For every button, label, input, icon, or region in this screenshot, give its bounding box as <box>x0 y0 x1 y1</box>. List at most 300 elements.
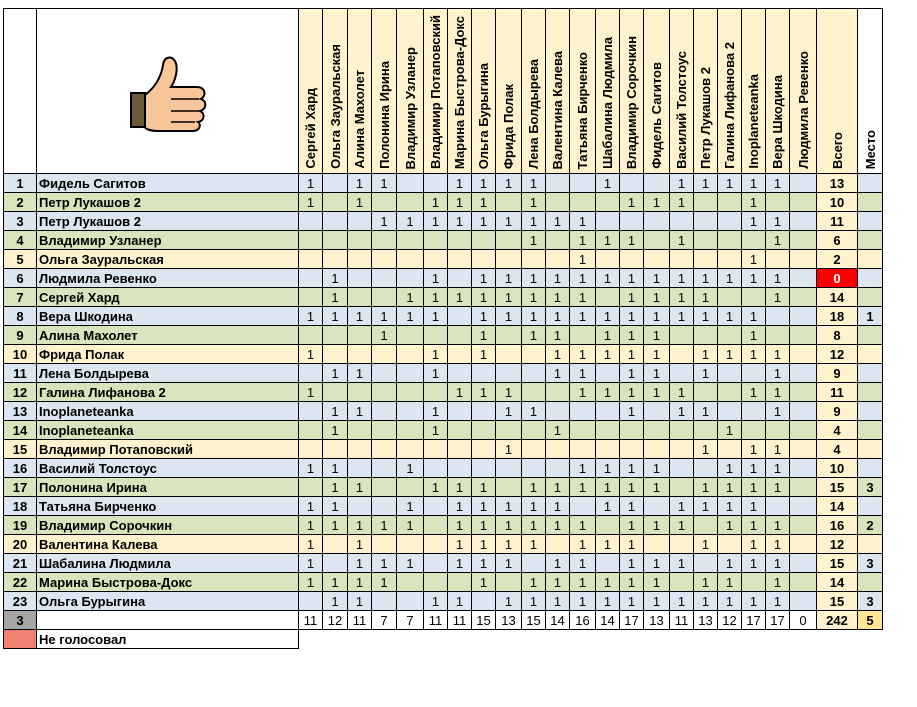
vote-cell <box>670 345 694 364</box>
row-place <box>858 535 883 554</box>
column-header-label: Василий Толстоус <box>674 51 689 170</box>
vote-cell <box>323 440 348 459</box>
vote-cell <box>546 193 570 212</box>
vote-cell: 1 <box>522 535 546 554</box>
row-total: 14 <box>817 573 858 592</box>
table-row <box>4 174 883 193</box>
vote-cell: 1 <box>718 573 742 592</box>
vote-cell: 1 <box>644 288 670 307</box>
vote-cell <box>397 269 424 288</box>
vote-cell: 1 <box>670 402 694 421</box>
vote-cell <box>718 250 742 269</box>
column-total: 15 <box>472 611 496 630</box>
vote-cell <box>323 174 348 193</box>
participant-name: Inoplaneteanka <box>37 421 299 440</box>
row-number: 22 <box>4 573 37 592</box>
column-total: 14 <box>546 611 570 630</box>
vote-cell: 1 <box>522 307 546 326</box>
row-total: 12 <box>817 535 858 554</box>
vote-cell: 1 <box>397 497 424 516</box>
vote-cell <box>348 383 372 402</box>
vote-cell <box>670 364 694 383</box>
vote-cell: 1 <box>448 174 472 193</box>
vote-cell: 1 <box>718 478 742 497</box>
vote-cell: 1 <box>644 592 670 611</box>
vote-cell: 1 <box>546 288 570 307</box>
vote-cell <box>766 421 790 440</box>
vote-cell: 1 <box>472 212 496 231</box>
vote-cell: 1 <box>644 573 670 592</box>
vote-cell <box>790 231 817 250</box>
vote-cell <box>496 193 522 212</box>
vote-cell: 1 <box>718 307 742 326</box>
vote-cell: 1 <box>694 573 718 592</box>
vote-cell: 1 <box>596 459 620 478</box>
vote-cell <box>299 421 323 440</box>
participant-name: Владимир Узланер <box>37 231 299 250</box>
vote-cell <box>670 573 694 592</box>
vote-cell: 1 <box>644 345 670 364</box>
table-row <box>4 193 883 212</box>
column-header-label: Петр Лукашов 2 <box>698 67 713 170</box>
vote-cell <box>323 554 348 573</box>
row-number: 10 <box>4 345 37 364</box>
vote-cell: 1 <box>596 231 620 250</box>
vote-cell: 1 <box>766 478 790 497</box>
vote-cell <box>522 364 546 383</box>
vote-cell: 1 <box>570 345 596 364</box>
vote-cell <box>546 440 570 459</box>
vote-cell: 1 <box>424 478 448 497</box>
vote-cell <box>397 535 424 554</box>
vote-cell <box>694 326 718 345</box>
vote-cell <box>424 231 448 250</box>
vote-cell: 1 <box>522 212 546 231</box>
column-total: 14 <box>596 611 620 630</box>
vote-cell: 1 <box>522 326 546 345</box>
vote-cell: 1 <box>299 573 323 592</box>
vote-cell: 1 <box>742 269 766 288</box>
vote-cell: 1 <box>448 497 472 516</box>
vote-cell: 1 <box>570 459 596 478</box>
vote-cell <box>546 402 570 421</box>
vote-cell <box>348 231 372 250</box>
vote-cell <box>570 440 596 459</box>
vote-cell: 1 <box>742 212 766 231</box>
vote-cell: 1 <box>620 554 644 573</box>
vote-cell: 1 <box>742 193 766 212</box>
participant-name: Ольга Зауральская <box>37 250 299 269</box>
vote-cell: 1 <box>596 478 620 497</box>
vote-cell <box>718 193 742 212</box>
vote-cell <box>372 459 397 478</box>
vote-cell: 1 <box>670 231 694 250</box>
vote-cell <box>472 250 496 269</box>
vote-cell: 1 <box>372 212 397 231</box>
vote-cell: 1 <box>620 516 644 535</box>
vote-cell <box>790 345 817 364</box>
vote-cell <box>790 383 817 402</box>
vote-cell <box>397 364 424 383</box>
vote-cell: 1 <box>766 592 790 611</box>
vote-cell: 1 <box>299 516 323 535</box>
vote-cell <box>670 212 694 231</box>
vote-cell: 1 <box>766 345 790 364</box>
row-number: 19 <box>4 516 37 535</box>
table-row <box>4 250 883 269</box>
row-number: 14 <box>4 421 37 440</box>
vote-cell: 1 <box>397 459 424 478</box>
vote-cell: 1 <box>620 307 644 326</box>
row-number: 20 <box>4 535 37 554</box>
table-row <box>4 535 883 554</box>
vote-cell <box>790 174 817 193</box>
row-total: 16 <box>817 516 858 535</box>
vote-cell: 1 <box>620 592 644 611</box>
vote-cell <box>596 288 620 307</box>
vote-cell: 1 <box>424 269 448 288</box>
vote-cell: 1 <box>546 421 570 440</box>
row-total: 14 <box>817 288 858 307</box>
vote-cell: 1 <box>596 497 620 516</box>
vote-cell: 1 <box>620 288 644 307</box>
vote-cell <box>742 231 766 250</box>
vote-cell: 1 <box>348 573 372 592</box>
vote-cell <box>424 459 448 478</box>
vote-cell <box>448 440 472 459</box>
vote-cell: 1 <box>348 592 372 611</box>
vote-cell <box>372 269 397 288</box>
vote-cell <box>694 231 718 250</box>
column-header <box>596 9 620 174</box>
vote-cell: 1 <box>472 478 496 497</box>
vote-cell <box>596 440 620 459</box>
table-row <box>4 231 883 250</box>
row-place <box>858 459 883 478</box>
row-total: 0 <box>817 269 858 288</box>
vote-cell: 1 <box>670 193 694 212</box>
vote-cell: 1 <box>546 345 570 364</box>
vote-cell <box>448 364 472 383</box>
vote-cell: 1 <box>694 535 718 554</box>
vote-cell: 1 <box>397 516 424 535</box>
vote-cell: 1 <box>596 174 620 193</box>
vote-cell <box>372 288 397 307</box>
vote-cell <box>472 459 496 478</box>
vote-cell <box>424 250 448 269</box>
column-header <box>472 9 496 174</box>
vote-cell <box>323 250 348 269</box>
vote-cell: 1 <box>348 193 372 212</box>
vote-cell: 1 <box>546 307 570 326</box>
column-header-label: Ольга Бурыгина <box>476 62 491 170</box>
row-place: 3 <box>858 592 883 611</box>
vote-cell: 1 <box>424 345 448 364</box>
vote-cell <box>790 573 817 592</box>
table-row <box>4 573 883 592</box>
vote-cell <box>323 326 348 345</box>
vote-cell <box>299 326 323 345</box>
column-header-label: Алина Махолет <box>352 70 367 170</box>
vote-cell <box>397 193 424 212</box>
vote-cell: 1 <box>694 478 718 497</box>
vote-cell <box>397 421 424 440</box>
thumbs-up-icon <box>123 49 213 133</box>
vote-cell: 1 <box>472 288 496 307</box>
vote-cell: 1 <box>742 326 766 345</box>
vote-cell: 1 <box>448 516 472 535</box>
vote-cell: 1 <box>424 212 448 231</box>
participant-name: Inoplaneteanka <box>37 402 299 421</box>
vote-cell <box>670 440 694 459</box>
vote-cell: 1 <box>570 364 596 383</box>
vote-cell <box>742 421 766 440</box>
place-header-label: Место <box>862 129 878 170</box>
vote-cell: 1 <box>620 345 644 364</box>
vote-cell <box>323 231 348 250</box>
participant-name: Лена Болдырева <box>37 364 299 383</box>
table-row <box>4 440 883 459</box>
vote-cell <box>299 364 323 383</box>
vote-cell: 1 <box>644 459 670 478</box>
vote-cell <box>348 421 372 440</box>
vote-cell <box>644 250 670 269</box>
row-place <box>858 364 883 383</box>
row-place <box>858 326 883 345</box>
vote-cell: 1 <box>372 573 397 592</box>
vote-cell: 1 <box>424 288 448 307</box>
vote-cell <box>596 212 620 231</box>
vote-cell: 1 <box>372 554 397 573</box>
vote-cell: 1 <box>766 231 790 250</box>
table-row <box>4 459 883 478</box>
row-total: 18 <box>817 307 858 326</box>
row-number: 8 <box>4 307 37 326</box>
vote-cell: 1 <box>718 459 742 478</box>
column-total: 7 <box>372 611 397 630</box>
vote-cell: 1 <box>448 383 472 402</box>
vote-cell <box>546 383 570 402</box>
vote-cell: 1 <box>742 174 766 193</box>
vote-cell: 1 <box>522 516 546 535</box>
vote-cell <box>790 326 817 345</box>
vote-cell <box>372 421 397 440</box>
table-row <box>4 326 883 345</box>
vote-cell: 1 <box>546 497 570 516</box>
vote-cell <box>496 478 522 497</box>
participant-name: Фидель Сагитов <box>37 174 299 193</box>
vote-cell: 1 <box>496 440 522 459</box>
vote-cell <box>596 421 620 440</box>
vote-cell <box>766 193 790 212</box>
row-number: 23 <box>4 592 37 611</box>
vote-cell <box>323 212 348 231</box>
vote-cell: 1 <box>742 592 766 611</box>
vote-cell: 1 <box>718 174 742 193</box>
column-header <box>323 9 348 174</box>
vote-cell <box>620 440 644 459</box>
vote-cell <box>472 231 496 250</box>
vote-cell <box>790 250 817 269</box>
row-number: 5 <box>4 250 37 269</box>
column-total: 11 <box>448 611 472 630</box>
vote-cell <box>424 554 448 573</box>
vote-cell: 1 <box>766 364 790 383</box>
vote-cell <box>790 288 817 307</box>
row-total: 6 <box>817 231 858 250</box>
vote-cell: 1 <box>670 554 694 573</box>
row-place: 2 <box>858 516 883 535</box>
vote-cell <box>670 250 694 269</box>
vote-cell: 1 <box>694 269 718 288</box>
vote-cell <box>644 421 670 440</box>
row-place: 3 <box>858 478 883 497</box>
row-number: 9 <box>4 326 37 345</box>
participant-name: Марина Быстрова-Докс <box>37 573 299 592</box>
vote-cell <box>472 402 496 421</box>
participant-name: Галина Лифанова 2 <box>37 383 299 402</box>
table-row <box>4 307 883 326</box>
vote-cell <box>323 383 348 402</box>
vote-cell: 1 <box>448 288 472 307</box>
vote-cell: 1 <box>372 516 397 535</box>
vote-cell <box>570 326 596 345</box>
vote-cell <box>424 440 448 459</box>
column-header-label: Владимир Потаповский <box>428 15 443 170</box>
vote-cell: 1 <box>348 535 372 554</box>
vote-cell <box>596 364 620 383</box>
vote-cell: 1 <box>348 516 372 535</box>
vote-cell <box>372 592 397 611</box>
logo-cell <box>37 9 299 174</box>
vote-cell <box>496 345 522 364</box>
vote-cell <box>397 345 424 364</box>
vote-cell: 1 <box>299 193 323 212</box>
vote-cell <box>372 497 397 516</box>
column-header-label: Сергей Хард <box>303 88 318 170</box>
vote-cell <box>448 402 472 421</box>
vote-cell <box>718 212 742 231</box>
vote-cell: 1 <box>496 402 522 421</box>
column-header <box>546 9 570 174</box>
vote-cell <box>348 250 372 269</box>
vote-cell: 1 <box>596 383 620 402</box>
column-total: 17 <box>620 611 644 630</box>
row-total: 13 <box>817 174 858 193</box>
row-place <box>858 345 883 364</box>
vote-cell: 1 <box>570 231 596 250</box>
vote-cell: 1 <box>620 497 644 516</box>
vote-cell: 1 <box>644 383 670 402</box>
vote-cell: 1 <box>570 554 596 573</box>
vote-cell <box>448 250 472 269</box>
vote-cell: 1 <box>299 307 323 326</box>
vote-cell <box>644 212 670 231</box>
column-total: 13 <box>694 611 718 630</box>
vote-cell <box>348 269 372 288</box>
legend-label: Не голосовал <box>37 630 299 649</box>
vote-cell: 1 <box>424 592 448 611</box>
row-total: 14 <box>817 497 858 516</box>
vote-cell: 1 <box>496 497 522 516</box>
vote-cell <box>397 402 424 421</box>
vote-cell: 1 <box>323 421 348 440</box>
vote-cell <box>620 421 644 440</box>
row-number: 18 <box>4 497 37 516</box>
vote-cell: 1 <box>348 307 372 326</box>
vote-cell <box>323 345 348 364</box>
table-row <box>4 478 883 497</box>
vote-cell <box>644 231 670 250</box>
vote-cell <box>397 478 424 497</box>
row-number: 2 <box>4 193 37 212</box>
vote-cell: 1 <box>620 402 644 421</box>
table-row <box>4 212 883 231</box>
row-place <box>858 231 883 250</box>
summary-row <box>4 611 883 630</box>
vote-cell <box>522 250 546 269</box>
row-total: 11 <box>817 212 858 231</box>
row-place <box>858 212 883 231</box>
vote-cell: 1 <box>546 326 570 345</box>
vote-cell: 1 <box>644 478 670 497</box>
vote-cell <box>718 535 742 554</box>
vote-cell: 1 <box>323 459 348 478</box>
vote-cell: 1 <box>397 288 424 307</box>
row-total: 4 <box>817 440 858 459</box>
vote-cell: 1 <box>766 573 790 592</box>
column-header-label: Ольга Зауральская <box>327 44 343 170</box>
vote-cell <box>670 478 694 497</box>
table-row <box>4 592 883 611</box>
vote-cell: 1 <box>348 554 372 573</box>
row-number: 17 <box>4 478 37 497</box>
row-place: 3 <box>858 554 883 573</box>
vote-cell <box>424 174 448 193</box>
vote-cell: 1 <box>522 288 546 307</box>
vote-cell <box>790 459 817 478</box>
row-total: 11 <box>817 383 858 402</box>
vote-cell: 1 <box>766 269 790 288</box>
vote-cell <box>670 459 694 478</box>
vote-cell <box>372 250 397 269</box>
vote-cell: 1 <box>766 554 790 573</box>
column-total: 12 <box>323 611 348 630</box>
vote-cell <box>596 554 620 573</box>
vote-cell: 1 <box>546 592 570 611</box>
vote-cell <box>718 383 742 402</box>
vote-cell <box>596 516 620 535</box>
table-row <box>4 402 883 421</box>
vote-cell <box>372 383 397 402</box>
vote-cell: 1 <box>448 592 472 611</box>
row-place <box>858 288 883 307</box>
vote-cell: 1 <box>718 516 742 535</box>
vote-cell <box>472 421 496 440</box>
row-place <box>858 497 883 516</box>
column-total: 17 <box>742 611 766 630</box>
vote-cell: 1 <box>323 573 348 592</box>
vote-cell <box>348 440 372 459</box>
vote-cell <box>522 421 546 440</box>
vote-cell <box>790 535 817 554</box>
participant-name: Полонина Ирина <box>37 478 299 497</box>
vote-cell: 1 <box>448 478 472 497</box>
row-total: 15 <box>817 478 858 497</box>
vote-cell <box>694 421 718 440</box>
vote-cell: 1 <box>299 174 323 193</box>
vote-cell: 1 <box>546 554 570 573</box>
